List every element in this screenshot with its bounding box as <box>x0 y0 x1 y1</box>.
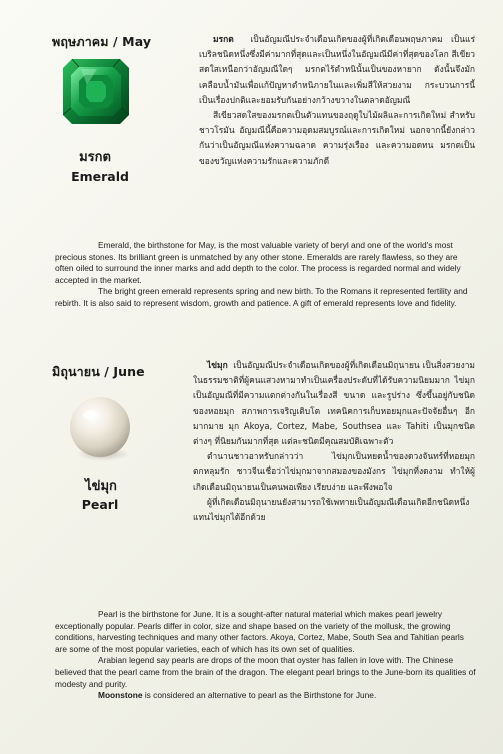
june-en-p3: is considered an alternative to pearl as the Birthstone for June. <box>142 690 377 701</box>
june-thai-lead: ไข่มุก <box>207 360 228 370</box>
may-english-text <box>55 240 478 310</box>
may-en-p2: The bright green emerald represents spring and new birth. To the Romans it represented fertility and rebirth. It is also said to represent wisdom, growth and patience. A gift of emerald represents love and fidelity. <box>55 286 468 308</box>
june-thai-p2: ตำนานชาวอาหรับกล่าวว่า ไข่มุกเป็นหยดน้ำของดวงจันทร์ที่หอยมุกตกหลุมรัก ชาวจีนเชื่อว่าไข่มุกมาจากสมองของมังกร ไข่มุกที่งดงาม ทำให้ผู้เกิดเดือนมิถุนายนเป็นคนพอเพียง เรียบง่าย และพึงพอใจ <box>193 451 475 492</box>
june-month-title: มิถุนายน / June <box>52 364 145 379</box>
may-en-p1: Emerald, the birthstone for May, is the most valuable variety of beryl and one of the world's most precious stones. Its brilliant green is unmatched by any other stone. Emeralds are rarely flawless, so they are often oiled to surround the inner marks and add depth to the color. The process is regarded normal and widely accepted in the market. <box>55 240 461 285</box>
june-stone-thai: ไข่มุก <box>85 479 117 494</box>
june-thai-p1: เป็นอัญมณีประจำเดือนเกิดของผู้ที่เกิดเดือนมิถุนายน เป็นสิ่งสวยงามในธรรมชาติที่ผู้คนแสวงหามาทำเป็นเครื่องประดับที่ได้รับความนิยมมาก ไข่มุกเป็นอัญมณีที่มีความแตกต่างกันในเรื่องสี ขนาด และรูปร่าง ซึ่งขึ้นอยู่กับชนิดของหอยมุก สภาพการเจริญเติบโต เทคนิคการเก็บหอยมุกและปัจจัยอื่นๆ อีกมากมาย มุก Akoya, Cortez, Mabe, Southsea และ Tahiti เป็นมุกชนิดต่างๆ ที่นิยมกันมากที่สุด แต่ละชนิดมีคุณสมบัติเฉพาะตัว <box>193 360 475 447</box>
may-thai-lead: มรกต <box>213 34 234 44</box>
may-thai-text <box>199 32 475 169</box>
may-thai-p2: สีเขียวสดใสของมรกตเป็นตัวแทนของฤดูใบไม้ผลิและการเกิดใหม่ สำหรับชาวโรมัน อัญมณีนี้คือความอุดมสมบูรณ์และการเกิดใหม่ นอกจากนี้ยังกล่าวกันว่าเป็นอัญมณีแห่งความฉลาด ความรุ่งเรือง และความอดทน มรกตเป็นของขวัญแห่งความรักและความภักดี <box>199 110 475 166</box>
may-stone-en: Emerald <box>71 169 129 184</box>
june-thai-p3: ผู้ที่เกิดเดือนมิถุนายนยังสามารถใช้เพทายเป็นอัญมณีเดือนเกิดอีกชนิดหนึ่งแทนไข่มุกได้อีกด้วย <box>193 496 470 523</box>
pearl-icon <box>65 394 135 464</box>
june-en-p1: Pearl is the birthstone for June. It is a sought-after natural material which makes pearl jewelry exceptionally popular. Pearls differ in color, size and shape based on the variety of the mollusk, the growing conditions, harvesting techniques and many other factors. Akoya, Cortez, Mabe, South Sea and Tahitian pearls are some of the most popular varieties, each of which has its own set of qualities. <box>55 609 464 654</box>
june-stone-en: Pearl <box>81 497 119 512</box>
june-en-p2: Arabian legend say pearls are drops of the moon that oyster has fallen in love with. The Chinese believed that the pearl came from the brain of the dragon. The elegant pearl brings to the June-born its qualities of modesty and purity. <box>55 655 476 689</box>
june-en-p3-lead: Moonstone <box>98 690 143 701</box>
june-english-text <box>55 609 478 702</box>
june-thai-text <box>193 358 475 525</box>
may-stone-thai: มรกต <box>79 150 111 165</box>
may-thai-p1: เป็นอัญมณีประจำเดือนเกิดของผู้ที่เกิดเดือนพฤษภาคม เป็นแร่เบริลชนิดหนึ่งซึ่งมีค่ามากที่สุดและเป็นหนึ่งในอัญมณีมีค่าที่สุดของโลก สีเขียวสดใสเหนือกว่าอัญมณีใดๆ มรกตไร้ตำหนินั้นเป็นของหายาก ดังนั้นจึงมักเคลือบน้ำมันเพื่อแก้ปัญหาตำหนิภายในและเพิ่มสีให้สวยงาม กระบวนการนี้เป็นเรื่องปกติและยอมรับกันอย่างกว้างขวางในตลาดอัญมณี <box>199 34 475 105</box>
may-month-title: พฤษภาคม / May <box>52 34 152 49</box>
emerald-gem-icon <box>63 59 129 124</box>
